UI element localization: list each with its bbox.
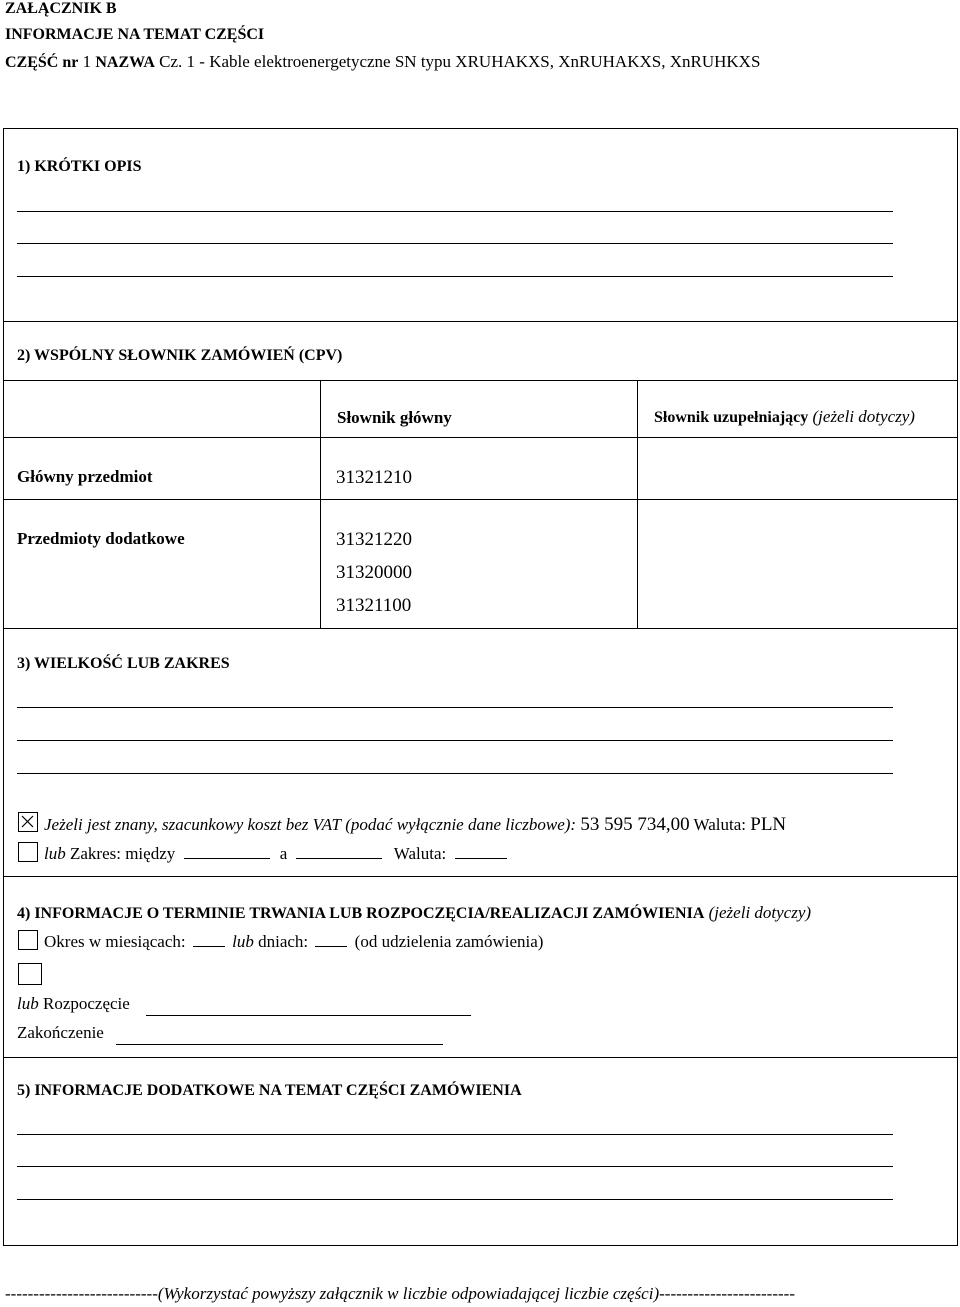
cpv-col-supp-note: (jeżeli dotyczy) [812,407,915,426]
vat-line [44,814,786,836]
part-name: Cz. 1 - Kable elektroenergetyczne SN typu XRUHAKXS, XnRUHAKXS, XnRUHKXS [159,52,761,71]
cpv-col-divider-1 [320,380,321,628]
footer-note: (Wykorzystać powyższy załącznik w liczbie odpowiadającej liczbie części) [157,1284,660,1303]
cpv-row-main-label: Główny przedmiot [17,467,153,486]
dates-checkbox[interactable] [18,963,42,985]
cpv-main-code[interactable]: 31321210 [336,467,412,488]
cpv-col-supp: Słownik uzupełniający [654,409,809,426]
start-line [17,994,130,1014]
range-and: a [279,844,288,863]
cpv-col-main: Słownik główny [337,408,452,427]
checkmark-x-icon [19,813,36,830]
range-or: lub [44,844,66,863]
cpv-table-bottom [3,628,958,629]
name-prefix: NAZWA [95,54,155,71]
range-to-field[interactable] [296,844,382,859]
months-label: Okres w miesiącach: [44,932,186,951]
additional-info-line-2[interactable] [17,1166,893,1167]
currency-value[interactable]: PLN [750,814,787,835]
vat-value[interactable]: 53 595 734,00 [580,814,690,835]
part-number: 1 [82,52,92,71]
section5-title: 5) INFORMACJE DODATKOWE NA TEMAT CZĘŚCI ZAMÓWIENIA [17,1082,522,1099]
section-divider [3,321,958,322]
start-or: lub [17,994,39,1013]
scope-line-3[interactable] [17,773,893,774]
scope-line-1[interactable] [17,707,893,708]
section2-title: 2) WSPÓLNY SŁOWNIK ZAMÓWIEŃ (CPV) [17,347,343,364]
description-line-2[interactable] [17,243,893,244]
cpv-add-code[interactable]: 31321220 [336,529,412,550]
additional-info-line-1[interactable] [17,1134,893,1135]
currency-label: Waluta: [693,815,746,834]
part-line [5,52,760,72]
vat-note: (podać wyłącznie dane liczbowe): [345,815,577,834]
scope-line-2[interactable] [17,740,893,741]
range-from-field[interactable] [184,844,270,859]
cpv-col-divider-2 [637,380,638,628]
footer-note-line [5,1284,795,1304]
form-frame [3,128,958,1246]
footer-left-dashes: --------------------------- [5,1284,158,1303]
days-field[interactable] [315,932,347,947]
vat-text-italic: Jeżeli jest znany, szacunkowy koszt bez VAT [44,815,341,834]
section-divider [3,1057,958,1058]
section3-title: 3) WIELKOŚĆ LUB ZAKRES [17,655,230,672]
cpv-add-code[interactable]: 31321100 [336,595,412,616]
cpv-add-code[interactable]: 31320000 [336,562,412,583]
additional-info-line-3[interactable] [17,1199,893,1200]
days-note: (od udzielenia zamówienia) [354,932,544,951]
duration-or: lub [232,932,254,951]
section4-header [17,903,811,923]
end-date-field[interactable] [116,1044,443,1045]
annex-title: ZAŁĄCZNIK B [5,0,117,17]
range-line [44,844,507,864]
months-field[interactable] [193,932,225,947]
days-label: dniach: [258,932,309,951]
section-divider [3,876,958,877]
cpv-row-add-label: Przedmioty dodatkowe [17,529,185,548]
range-currency-field[interactable] [455,844,507,859]
range-text: Zakres: między [69,844,176,863]
section4-title: 4) INFORMACJE O TERMINIE TRWANIA LUB ROZPOCZĘCIA/REALIZACJI ZAMÓWIENIA [17,905,705,922]
section1-title: 1) KRÓTKI OPIS [17,158,142,175]
part-prefix: CZĘŚĆ nr [5,54,79,71]
cpv-header-divider [3,437,958,438]
vat-checkbox[interactable] [18,812,38,832]
cpv-row-divider [3,499,958,500]
description-line-3[interactable] [17,276,893,277]
months-checkbox[interactable] [18,930,38,950]
section4-title-note: (jeżeli dotyczy) [708,903,812,922]
description-line-1[interactable] [17,211,893,212]
start-date-field[interactable] [146,1015,471,1016]
document-title: INFORMACJE NA TEMAT CZĘŚCI [5,26,265,43]
start-label: Rozpoczęcie [42,994,130,1013]
cpv-table-top [3,380,958,381]
footer-right-dashes: ------------------------ [659,1284,795,1303]
end-label: Zakończenie [17,1023,104,1042]
duration-line [44,932,543,952]
range-currency-label: Waluta: [393,844,447,863]
cpv-col-supp-header [654,407,915,427]
range-checkbox[interactable] [18,842,38,862]
